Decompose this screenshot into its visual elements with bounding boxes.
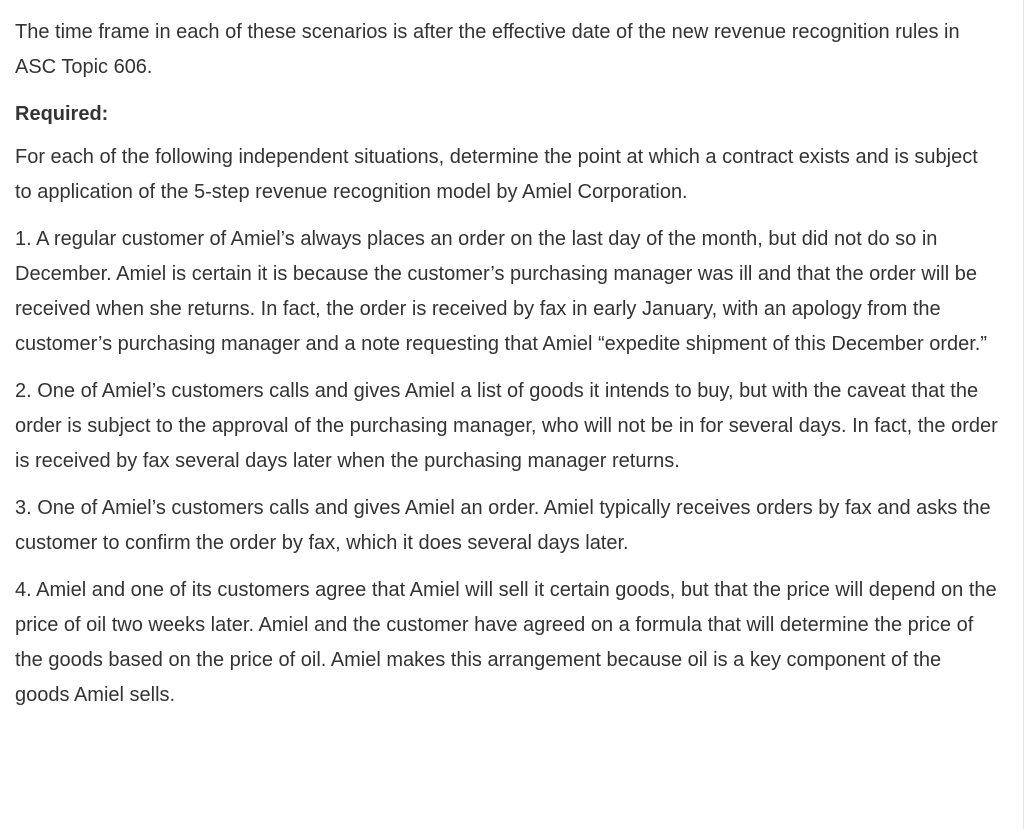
situation-3: 3. One of Amiel’s customers calls and gives Amiel an order. Amiel typically receives orders by fax and asks the customer to confirm the order by fax, which it does several days later. (15, 497, 991, 554)
instruction-paragraph: For each of the following independent situations, determine the point at which a contract exists and is subject to application of the 5-step revenue recognition model by Amiel Corporation. (15, 146, 978, 203)
required-heading: Required: (15, 103, 109, 125)
question-text (15, 15, 1000, 713)
intro-paragraph: The time frame in each of these scenarios is after the effective date of the new revenue recognition rules in ASC Topic 606. (15, 21, 960, 78)
situation-2: 2. One of Amiel’s customers calls and gives Amiel a list of goods it intends to buy, but with the caveat that the order is subject to the approval of the purchasing manager, who will not be in for several days. In fact, the order is received by fax several days later when the purchasing manager returns. (15, 380, 998, 472)
situation-1: 1. A regular customer of Amiel’s always places an order on the last day of the month, but did not do so in December. Amiel is certain it is because the customer’s purchasing manager was ill and that the order will be received when she returns. In fact, the order is received by fax in early January, with an apology from the customer’s purchasing manager and a note requesting that Amiel “expedite shipment of this December order.” (15, 228, 988, 355)
situation-4: 4. Amiel and one of its customers agree that Amiel will sell it certain goods, but that the price will depend on the price of oil two weeks later. Amiel and the customer have agreed on a formula that will determine the price of the goods based on the price of oil. Amiel makes this arrangement because oil is a key component of the goods Amiel sells. (15, 579, 997, 706)
